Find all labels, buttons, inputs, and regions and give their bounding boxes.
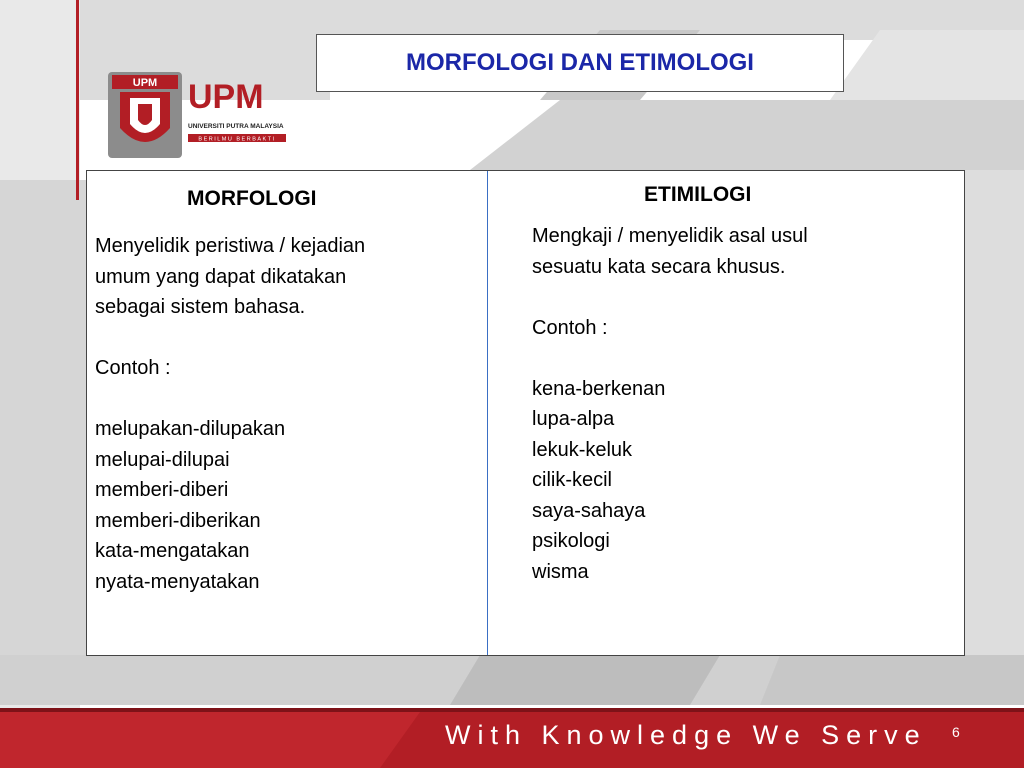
text-line: melupai-dilupai (95, 448, 230, 471)
text-line: psikologi (532, 530, 610, 552)
logo-wordmark: UPM (188, 78, 264, 116)
accent-vertical-line (76, 0, 79, 200)
logo-tagline: BERILMU BERBAKTI (198, 136, 276, 143)
logo-university-name: UNIVERSITI PUTRA MALAYSIA (188, 123, 284, 130)
text-line: umum yang dapat dikatakan (95, 265, 347, 288)
column-heading-morfologi: MORFOLOGI (187, 187, 317, 210)
upm-logo (108, 72, 288, 158)
text-line: Contoh : (532, 316, 608, 339)
text-line: lekuk-keluk (532, 438, 633, 461)
text-line: saya-sahaya (532, 499, 646, 522)
text-line (532, 282, 808, 313)
column-heading-etimilogi: ETIMILOGI (644, 183, 752, 206)
text-line: Menyelidik peristiwa / kejadian (95, 235, 366, 257)
etimilogi-content (532, 221, 808, 587)
text-line: memberi-diberikan (95, 509, 261, 532)
text-line: sesuatu kata secara khusus. (532, 255, 786, 278)
text-line: cilik-kecil (532, 469, 612, 491)
text-line: Mengkaji / menyelidik asal usul (532, 225, 808, 247)
text-line: memberi-diberi (95, 479, 229, 501)
text-line (95, 323, 365, 354)
comparison-table (86, 170, 965, 656)
text-line: sebagai sistem bahasa. (95, 296, 306, 318)
text-line: Contoh : (95, 357, 171, 379)
text-line: lupa-alpa (532, 408, 615, 430)
text-line: kena-berkenan (532, 377, 666, 400)
slide-title-box (316, 34, 844, 92)
page-number: 6 (952, 724, 960, 740)
footer-motto: With Knowledge We Serve (445, 720, 927, 750)
morfologi-content (95, 231, 365, 597)
text-line (95, 384, 365, 415)
text-line: melupakan-dilupakan (95, 418, 286, 440)
logo-badge-text: UPM (132, 77, 158, 89)
text-line: nyata-menyatakan (95, 570, 260, 593)
slide-title: MORFOLOGI DAN ETIMOLOGI (406, 49, 754, 76)
text-line: wisma (532, 560, 589, 583)
text-line: kata-mengatakan (95, 540, 250, 562)
column-divider (487, 171, 488, 655)
text-line (532, 343, 808, 374)
